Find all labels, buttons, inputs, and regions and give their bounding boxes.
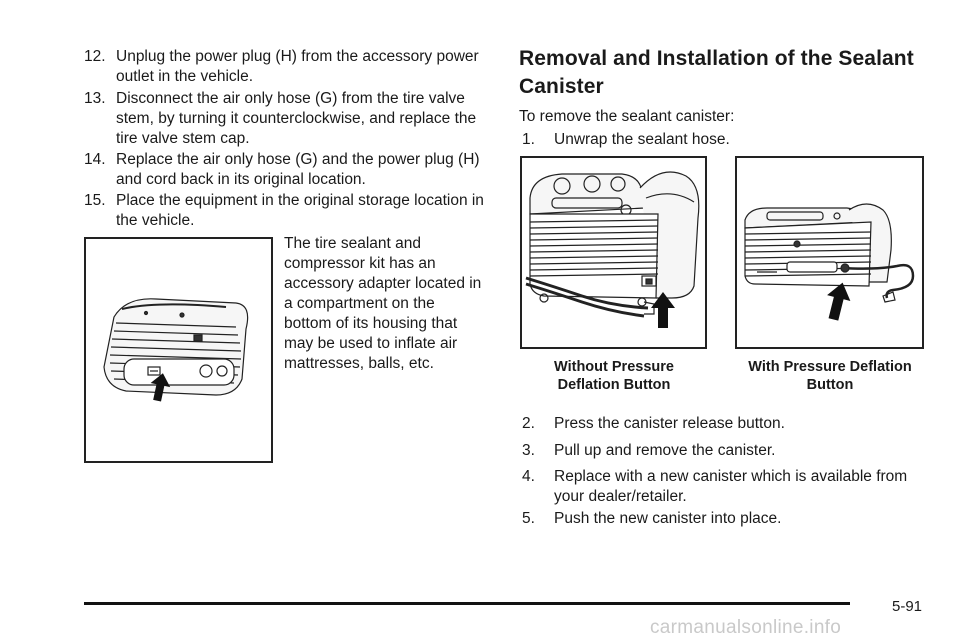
step-text: Disconnect the air only hose (G) from the tire valve stem, by turning it counterclockwise, and replace the tire valve stem cap. (116, 90, 477, 147)
page-number: 5-91 (892, 598, 923, 615)
compressor-bottom-illustration (86, 239, 271, 461)
step-number: 15. (84, 192, 106, 209)
section-title: Removal and Installation of the Sealant Canister (519, 47, 914, 98)
compressor-without-button-illustration (522, 158, 705, 347)
step-text: Place the equipment in the original storage location in the vehicle. (116, 192, 484, 229)
right-step-1 (522, 130, 942, 150)
step-number: 4. (522, 468, 535, 485)
watermark: carmanualsonline.info (650, 617, 842, 638)
step-number: 14. (84, 151, 106, 168)
footer-rule (84, 602, 850, 605)
step-text: Pull up and remove the canister. (554, 442, 776, 459)
figure-without-deflation-button (520, 156, 707, 349)
caption-with-deflation-button: With Pressure Deflation Button (748, 359, 912, 393)
step-text: Replace the air only hose (G) and the power plug (H) and cord back in its original location. (116, 151, 480, 188)
left-step-12 (84, 47, 494, 87)
caption-without-deflation-button: Without Pressure Deflation Button (554, 359, 674, 393)
step-number: 1. (522, 131, 535, 148)
step-text: Unwrap the sealant hose. (554, 131, 730, 148)
step-text: Unplug the power plug (H) from the accessory power outlet in the vehicle. (116, 48, 479, 85)
right-step-3 (522, 441, 942, 461)
step-number: 2. (522, 415, 535, 432)
step-number: 13. (84, 90, 106, 107)
right-step-2 (522, 414, 942, 434)
step-number: 5. (522, 510, 535, 527)
right-step-4 (522, 467, 942, 507)
right-step-5 (522, 509, 942, 529)
step-text: Press the canister release button. (554, 415, 785, 432)
figure-with-deflation-button (735, 156, 924, 349)
left-step-13 (84, 89, 494, 149)
left-step-15 (84, 191, 494, 231)
left-step-14 (84, 150, 494, 190)
compressor-with-button-illustration (737, 158, 922, 347)
step-text: Push the new canister into place. (554, 510, 782, 527)
step-text: Replace with a new canister which is available from your dealer/retailer. (554, 468, 908, 505)
step-number: 12. (84, 48, 106, 65)
intro-text: To remove the sealant canister: (519, 108, 735, 125)
accessory-adapter-note: The tire sealant and compressor kit has an accessory adapter located in a compartment on the bottom of its housing that may be used to inflate air mattresses, balls, etc. (284, 235, 482, 372)
compressor-bottom-figure (84, 237, 273, 463)
step-number: 3. (522, 442, 535, 459)
